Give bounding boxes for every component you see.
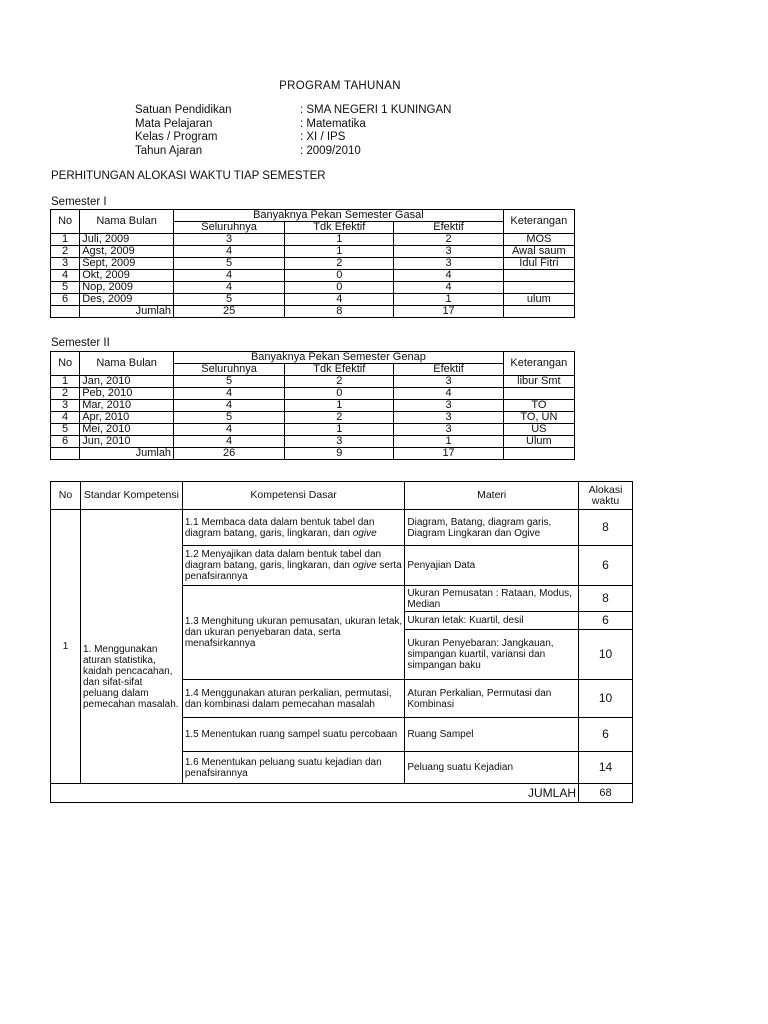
cell-no: 6 (51, 436, 80, 448)
total-row (51, 448, 575, 460)
alokasi-4: 10 (579, 680, 633, 718)
cell-no: 5 (51, 282, 80, 294)
cell-no: 1 (51, 376, 80, 388)
materi-6: Peluang suatu Kejadian (405, 752, 579, 784)
materi-3c: Ukuran Penyebaran: Jangkauan, simpangan kuartil, variansi dan simpangan baku (405, 630, 579, 680)
alokasi-3c: 10 (579, 630, 633, 680)
cell-tdk-efektif: 0 (285, 270, 394, 282)
cell-efektif: 4 (394, 388, 503, 400)
materi-2: Penyajian Data (405, 546, 579, 586)
info-label: Mata Pelajaran (135, 117, 213, 130)
cell-keterangan: TO, UN (503, 412, 574, 424)
cell-bulan: Agst, 2009 (80, 246, 174, 258)
cell-no: 2 (51, 246, 80, 258)
cell-efektif: 3 (394, 412, 503, 424)
cell-tdk-efektif: 4 (285, 294, 394, 306)
table-row (51, 436, 575, 448)
kompetensi-dasar-2: 1.2 Menyajikan data dalam bentuk tabel dan diagram batang, garis, lingkaran, dan ogive serta penafsirannya (182, 546, 405, 586)
col-seluruhnya: Seluruhnya (174, 364, 285, 376)
table-header-row (51, 352, 575, 364)
kompetensi-dasar-6: 1.6 Menentukan peluang suatu kejadian dan penafsirannya (182, 752, 405, 784)
kompetensi-dasar-1: 1.1 Membaca data dalam bentuk tabel dan diagram batang, garis, lingkaran, dan ogive (182, 510, 405, 546)
cell-efektif: 1 (394, 294, 503, 306)
col-bulan: Nama Bulan (80, 352, 174, 376)
col-alokasi-waktu: Alokasi waktu (579, 482, 633, 510)
semester-1-label: Semester I (51, 196, 107, 208)
standar-kompetensi: 1. Menggunakan aturan statistika, kaidah pencacahan, dan sifat-sifat peluang dalam pemecahan masalah. (80, 510, 182, 784)
cell-no: 6 (51, 294, 80, 306)
total-seluruhnya: 26 (174, 448, 285, 460)
col-materi: Materi (405, 482, 579, 510)
col-efektif: Efektif (394, 222, 503, 234)
cell-bulan: Peb, 2010 (80, 388, 174, 400)
cell-seluruhnya: 5 (174, 412, 285, 424)
cell-efektif: 4 (394, 282, 503, 294)
cell-tdk-efektif: 1 (285, 424, 394, 436)
table-header-row (51, 210, 575, 222)
cell-no: 3 (51, 400, 80, 412)
alokasi-1: 8 (579, 510, 633, 546)
kompetensi-table (50, 481, 633, 803)
cell-bulan: Sept, 2009 (80, 258, 174, 270)
cell-tdk-efektif: 2 (285, 258, 394, 270)
cell-tdk-efektif: 2 (285, 412, 394, 424)
col-keterangan: Keterangan (503, 352, 574, 376)
cell-keterangan: ulum (503, 294, 574, 306)
col-bulan: Nama Bulan (80, 210, 174, 234)
col-kompetensi-dasar: Kompetensi Dasar (182, 482, 405, 510)
cell-seluruhnya: 4 (174, 400, 285, 412)
info-value: : XI / IPS (300, 131, 346, 143)
materi-5: Ruang Sampel (405, 718, 579, 752)
cell-tdk-efektif: 1 (285, 246, 394, 258)
cell-bulan: Jun, 2010 (80, 436, 174, 448)
cell-efektif: 1 (394, 436, 503, 448)
semester-2-label: Semester II (51, 337, 110, 349)
cell-bulan: Des, 2009 (80, 294, 174, 306)
table-row (51, 270, 575, 282)
col-standar-kompetensi: Standar Kompetensi (80, 482, 182, 510)
cell-no: 2 (51, 388, 80, 400)
total-row (51, 306, 575, 318)
alokasi-2: 6 (579, 546, 633, 586)
cell-tdk-efektif: 1 (285, 400, 394, 412)
cell-seluruhnya: 4 (174, 436, 285, 448)
info-label: Satuan Pendidikan (135, 104, 232, 116)
info-label: Kelas / Program (135, 131, 218, 143)
cell-no: 1 (51, 234, 80, 246)
cell-no: 4 (51, 412, 80, 424)
cell-no: 5 (51, 424, 80, 436)
info-block (135, 104, 451, 158)
cell-efektif: 3 (394, 400, 503, 412)
materi-4: Aturan Perkalian, Permutasi dan Kombinasi (405, 680, 579, 718)
total-seluruhnya: 25 (174, 306, 285, 318)
col-pekan: Banyaknya Pekan Semester Genap (174, 352, 504, 364)
cell-bulan: Jan, 2010 (80, 376, 174, 388)
cell-seluruhnya: 5 (174, 294, 285, 306)
alokasi-3b: 6 (579, 612, 633, 630)
kompetensi-dasar-4: 1.4 Menggunakan aturan perkalian, permutasi, dan kombinasi dalam pemecahan masalah (182, 680, 405, 718)
cell-seluruhnya: 4 (174, 246, 285, 258)
cell-efektif: 4 (394, 270, 503, 282)
table-row (51, 234, 575, 246)
cell-no: 3 (51, 258, 80, 270)
cell-keterangan (503, 388, 574, 400)
cell-bulan: Mei, 2010 (80, 424, 174, 436)
info-value: : Matematika (300, 117, 366, 130)
col-tdk-efektif: Tdk Efektif (285, 222, 394, 234)
jumlah-value: 68 (579, 784, 633, 803)
cell-seluruhnya: 4 (174, 270, 285, 282)
col-no: No (51, 352, 80, 376)
cell-keterangan: Awal saum (503, 246, 574, 258)
table-row (51, 246, 575, 258)
table-row (51, 282, 575, 294)
total-label: Jumlah (80, 306, 174, 318)
kompetensi-dasar-3: 1.3 Menghitung ukuran pemusatan, ukuran letak, dan ukuran penyebaran data, serta menafsirkannya (182, 586, 405, 680)
table-row (51, 294, 575, 306)
col-pekan: Banyaknya Pekan Semester Gasal (174, 210, 504, 222)
cell-keterangan: libur Smt (503, 376, 574, 388)
cell-keterangan: US (503, 424, 574, 436)
col-no: No (51, 482, 81, 510)
info-label: Tahun Ajaran (135, 144, 203, 157)
table-row (51, 510, 633, 546)
cell-efektif: 3 (394, 424, 503, 436)
cell-no: 4 (51, 270, 80, 282)
cell-keterangan: TO (503, 400, 574, 412)
row-no: 1 (51, 510, 81, 784)
jumlah-label: JUMLAH (51, 784, 579, 803)
col-tdk-efektif: Tdk Efektif (285, 364, 394, 376)
alokasi-6: 14 (579, 752, 633, 784)
section-heading: PERHITUNGAN ALOKASI WAKTU TIAP SEMESTER (51, 170, 326, 182)
cell-seluruhnya: 5 (174, 258, 285, 270)
semester-1-table (50, 209, 575, 318)
table-row (51, 424, 575, 436)
cell-efektif: 2 (394, 234, 503, 246)
cell-efektif: 3 (394, 258, 503, 270)
table-row (51, 376, 575, 388)
table-row (51, 400, 575, 412)
page-title: PROGRAM TAHUNAN (279, 80, 401, 92)
total-efektif: 17 (394, 306, 503, 318)
table-row (51, 412, 575, 424)
col-keterangan: Keterangan (503, 210, 574, 234)
kompetensi-dasar-5: 1.5 Menentukan ruang sampel suatu percobaan (182, 718, 405, 752)
cell-bulan: Okt, 2009 (80, 270, 174, 282)
table-row (51, 388, 575, 400)
col-no: No (51, 210, 80, 234)
cell-efektif: 3 (394, 376, 503, 388)
cell-seluruhnya: 5 (174, 376, 285, 388)
alokasi-3a: 8 (579, 586, 633, 612)
jumlah-row (51, 784, 633, 803)
info-value: : 2009/2010 (300, 144, 361, 157)
cell-keterangan: Ulum (503, 436, 574, 448)
total-tdk-efektif: 9 (285, 448, 394, 460)
col-seluruhnya: Seluruhnya (174, 222, 285, 234)
table-header-row (51, 482, 633, 510)
total-tdk-efektif: 8 (285, 306, 394, 318)
col-efektif: Efektif (394, 364, 503, 376)
total-efektif: 17 (394, 448, 503, 460)
cell-seluruhnya: 4 (174, 388, 285, 400)
cell-tdk-efektif: 1 (285, 234, 394, 246)
materi-3a: Ukuran Pemusatan : Rataan, Modus, Median (405, 586, 579, 612)
semester-2-table (50, 351, 575, 460)
cell-seluruhnya: 3 (174, 234, 285, 246)
cell-keterangan (503, 282, 574, 294)
materi-3b: Ukuran letak: Kuartil, desil (405, 612, 579, 630)
cell-keterangan: Idul Fitri (503, 258, 574, 270)
cell-tdk-efektif: 2 (285, 376, 394, 388)
cell-tdk-efektif: 0 (285, 282, 394, 294)
info-value: : SMA NEGERI 1 KUNINGAN (300, 104, 452, 116)
cell-efektif: 3 (394, 246, 503, 258)
cell-bulan: Apr, 2010 (80, 412, 174, 424)
materi-1: Diagram, Batang, diagram garis, Diagram Lingkaran dan Ogive (405, 510, 579, 546)
cell-bulan: Juli, 2009 (80, 234, 174, 246)
cell-seluruhnya: 4 (174, 424, 285, 436)
alokasi-5: 6 (579, 718, 633, 752)
cell-tdk-efektif: 3 (285, 436, 394, 448)
cell-bulan: Nop, 2009 (80, 282, 174, 294)
cell-bulan: Mar, 2010 (80, 400, 174, 412)
cell-seluruhnya: 4 (174, 282, 285, 294)
cell-tdk-efektif: 0 (285, 388, 394, 400)
cell-keterangan (503, 270, 574, 282)
table-row (51, 258, 575, 270)
cell-keterangan: MOS (503, 234, 574, 246)
total-label: Jumlah (80, 448, 174, 460)
